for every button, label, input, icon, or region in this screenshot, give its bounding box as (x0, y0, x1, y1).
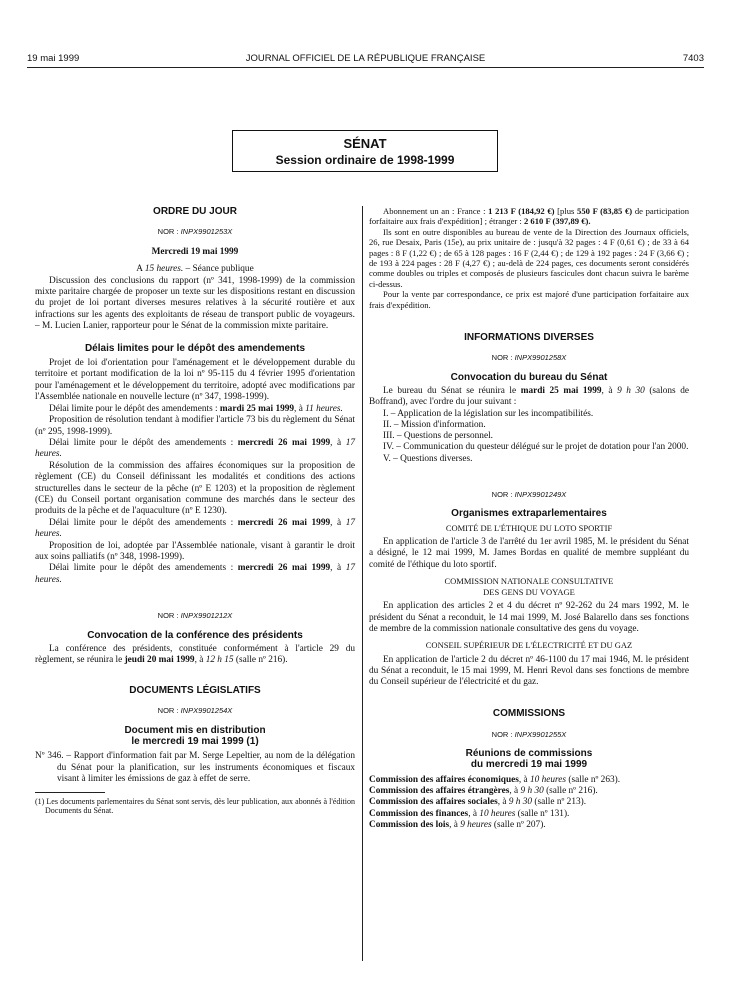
commissions-sub1: Réunions de commissions (465, 748, 593, 760)
commission-mid: , à (509, 785, 521, 796)
limit-date: mardi 25 mai 1999 (219, 403, 295, 414)
commission-room: (salle nº 131). (515, 808, 570, 819)
commission-name: Commission des affaires sociales (369, 797, 498, 808)
commission-mid: , à (468, 808, 480, 819)
organisme-2-text: En application des articles 2 et 4 du décret nº 92-262 du 24 mars 1992, M. le président du Sénat a reconduit, le 14 mai 1999, M. José Balarello dans ses fonctions de membre de la commission nationale consultative des gens du voyage. (369, 601, 689, 634)
organisme-1-title: COMITÉ DE L'ÉTHIQUE DU LOTO SPORTIF (445, 522, 613, 533)
footnote-rule (35, 792, 105, 793)
delais-item (35, 541, 355, 587)
commission-time: 9 h 30 (508, 797, 533, 808)
nor-label: NOR : (491, 729, 515, 739)
header-page-number: 7403 (682, 53, 704, 64)
abo-c: [plus (554, 206, 578, 216)
documents-heading: DOCUMENTS LÉGISLATIFS (129, 684, 261, 696)
header-date: 19 mai 1999 (27, 53, 80, 64)
abo-d: 550 F (83,85 €) (577, 206, 633, 216)
delais-item-limit (35, 404, 355, 415)
conference-date: jeudi 20 mai 1999 (124, 655, 195, 666)
commissions-heading: COMMISSIONS (492, 708, 566, 720)
column-divider (362, 206, 363, 961)
limit-mid: , à (330, 517, 346, 528)
abo-a: Abonnement un an : France : (383, 206, 489, 216)
conference-time: 12 h 15 (205, 655, 234, 666)
footnote: (1) Les documents parlementaires du Sénat sont servis, dès leur publication, aux abonnés à l'édition Documents du Sénat. (35, 796, 355, 816)
delais-item-text: Proposition de résolution tendant à modifier l'article 73 bis du règlement du Sénat (nº 295, 1998-1999). (35, 415, 355, 437)
commission-name: Commission des finances (369, 808, 469, 819)
commissions-list (369, 775, 689, 831)
limit-prefix: Délai limite pour le dépôt des amendements : (49, 403, 220, 414)
header-rule (27, 67, 704, 68)
abonnement-p2: Ils sont en outre disponibles au bureau de vente de la Direction des Journaux officiels, 26, rue Desaix, Paris (15e), au prix unitaire de : jusqu'à 32 pages : 4 F (0,61 €) ; de 33 à 64 pages : 8 F (1,22 €) ; de 65 à 128 pages : 16 F (2,44 €) ; de 129 à 192 pages : 24 F (3,66 €) ; de 193 à 224 pages : 28 F (4,27 €) ; au-delà de 224 pages, ces documents seront considérés comme doubles ou triples et composés de plusieurs fascicules dont chacun suivra le barème ci-dessus. (369, 226, 689, 289)
infos-date: mardi 25 mai 1999 (520, 385, 602, 396)
commission-time: 9 heures (460, 819, 492, 830)
delais-item-limit (35, 563, 355, 586)
organisme-3-text: En application de l'article 2 du décret nº 46-1100 du 17 mai 1946, M. le président du Sénat a reconduit, le 15 mai 1999, M. Henri Revol dans ses fonctions de membre du Conseil supérieur de l'électricité et du gaz. (369, 654, 689, 688)
title-session: Session ordinaire de 1998-1999 (275, 153, 455, 167)
header-journal: JOURNAL OFFICIEL DE LA RÉPUBLIQUE FRANÇAISE (245, 53, 486, 64)
limit-time: 17 heures. (35, 437, 355, 460)
commission-time: 10 heures (479, 808, 516, 819)
commission-room: (salle nº 263). (566, 774, 621, 785)
limit-prefix: Délai limite pour le dépôt des amendements : (49, 437, 238, 448)
organisme-2-title-1: COMMISSION NATIONALE CONSULTATIVE (444, 575, 614, 586)
nor-code: INPX9901255X (514, 729, 567, 739)
delais-list (35, 358, 355, 586)
commission-mid: , à (497, 797, 509, 808)
commission-name: Commission des affaires économiques (369, 774, 519, 785)
limit-prefix: Délai limite pour le dépôt des amendements : (49, 563, 238, 574)
commission-item (369, 786, 689, 797)
nor-conference (35, 610, 355, 621)
delais-item-text: Projet de loi d'orientation pour l'aménagement et le développement durable du territoire et portant modification de la loi nº 95-115 du 4 février 1995 d'orientation pour l'aménagement et le développement du territoire, adopté avec modifications par l'Assemblée nationale en nouvelle lecture (nº 347, 1998-1999). (35, 358, 355, 403)
delais-item-limit (35, 438, 355, 461)
infos-text-c: (salons de Boffrand), avec l'ordre du jour suivant : (369, 385, 689, 408)
nor-label: NOR : (491, 353, 515, 363)
nor-documents (35, 705, 355, 716)
abo-b: 1 213 F (184,92 €) (488, 206, 555, 216)
left-column (35, 206, 355, 816)
nor-label: NOR : (157, 706, 181, 716)
ordre-du-jour-heading: ORDRE DU JOUR (153, 206, 237, 217)
abo-f: 2 610 F (397,89 €). (523, 216, 591, 227)
delais-item (35, 461, 355, 541)
infos-time: 9 h 30 (617, 385, 645, 396)
abonnement-p3: Pour la vente par correspondance, ce prix est majoré d'une participation forfaitaire aux frais d'expédition. (369, 289, 689, 310)
organismes-heading: Organismes extraparlementaires (451, 508, 607, 520)
delais-item-text: Proposition de loi, adoptée par l'Assemblée nationale, visant à garantir le droit aux soins palliatifs (nº 348, 1998-1999). (35, 540, 355, 562)
time-suffix: – Séance publique (183, 264, 254, 275)
limit-mid: , à (330, 437, 346, 448)
commission-room: (salle nº 216). (543, 785, 598, 796)
document-item: Nº 346. – Rapport d'information fait par M. Serge Lepeltier, au nom de la délégation du Sénat pour la planification, sur les instruments économiques et fiscaux visant à limiter les émissions de gaz à effet de serre. (35, 751, 355, 785)
infos-text-a: Le bureau du Sénat se réunira le (383, 385, 521, 396)
commission-room: (salle nº 207). (491, 819, 546, 830)
infos-heading: INFORMATIONS DIVERSES (464, 332, 594, 344)
title-senat: SÉNAT (343, 136, 387, 151)
delais-item (35, 415, 355, 461)
nor-code: INPX9901254X (180, 706, 233, 716)
infos-item: I. – Application de la législation sur les incompatibilités. (383, 408, 594, 419)
limit-date: mercredi 26 mai 1999 (237, 563, 331, 574)
conference-text-c: (salle nº 216). (233, 655, 288, 666)
commissions-sub2: du mercredi 19 mai 1999 (470, 759, 588, 771)
delais-heading: Délais limites pour le dépôt des amendements (84, 342, 306, 354)
right-column (369, 206, 689, 831)
delais-item-limit (35, 518, 355, 541)
documents-sub2: le mercredi 19 mai 1999 (1) (131, 736, 259, 748)
infos-sub: Convocation du bureau du Sénat (450, 371, 608, 383)
nor-organismes (369, 489, 689, 500)
limit-date: mercredi 26 mai 1999 (237, 517, 331, 528)
delais-item (35, 358, 355, 415)
abo-e: de participation forfaitaire aux frais d'expédition] ; étranger : (369, 206, 690, 227)
ordre-text: Discussion des conclusions du rapport (nº 341, 1998-1999) de la commission mixte paritaire chargée de proposer un texte sur les dispositions restant en discussion du projet de loi portant diverses mesures relatives à la sécurité routière et aux infractions sur les agents des exploitants de réseau de transport public de voyageurs. – M. Lucien Lanier, rapporteur pour le Sénat de la commission mixte paritaire. (35, 275, 355, 332)
limit-time: 17 heures. (35, 517, 355, 540)
nor-label: NOR : (157, 611, 181, 621)
commission-name: Commission des lois (369, 819, 450, 830)
abonnement-p1 (369, 206, 689, 227)
title-box (232, 130, 498, 172)
nor-label: NOR : (491, 490, 515, 500)
nor-code: INPX9901253X (180, 227, 233, 237)
ordre-time (35, 264, 355, 275)
infos-text-b: , à (601, 385, 618, 396)
organisme-2-title-2: DES GENS DU VOYAGE (483, 587, 575, 598)
commission-item (369, 775, 689, 786)
commission-item (369, 809, 689, 820)
nor-commissions (369, 729, 689, 740)
commission-item (369, 820, 689, 831)
organisme-3-title: CONSEIL SUPÉRIEUR DE L'ÉLECTRICITÉ ET DU GAZ (425, 640, 633, 651)
organisme-1-text: En application de l'article 3 de l'arrêté du 1er avril 1985, M. le président du Sénat a désigné, le 12 mai 1999, M. James Bordas en qualité de membre suppléant du comité de l'éthique du loto sportif. (369, 536, 689, 570)
conference-text-b: , à (194, 655, 206, 666)
delais-item-text: Résolution de la commission des affaires économiques sur la proposition de règlement (CE) du Conseil définissant les modalités et conditions des actions structurelles dans le secteur de la pêche (nº E 1203) et la proposition de règlement (CE) du Conseil portant organisation commune des marchés dans le secteur des produits de la pêche et de l'aquaculture (nº E 1230). (35, 460, 355, 517)
infos-item: IV. – Communication du questeur délégué sur le projet de dotation pour l'an 2000. (383, 442, 689, 453)
nor-infos (369, 352, 689, 363)
commission-room: (salle nº 213). (532, 797, 587, 808)
limit-prefix: Délai limite pour le dépôt des amendements : (49, 517, 238, 528)
commission-mid: , à (449, 819, 461, 830)
commission-item (369, 797, 689, 808)
limit-mid: , à (294, 403, 306, 414)
nor-code: INPX9901212X (180, 611, 233, 621)
limit-time: 11 heures. (305, 403, 343, 414)
limit-date: mercredi 26 mai 1999 (237, 437, 331, 448)
commission-name: Commission des affaires étrangères (369, 785, 510, 796)
documents-sub1: Document mis en distribution (124, 724, 266, 736)
nor-code: INPX9901249X (514, 490, 567, 500)
limit-mid: , à (330, 563, 346, 574)
ordre-date: Mercredi 19 mai 1999 (151, 246, 239, 257)
infos-item: V. – Questions diverses. (383, 453, 473, 464)
infos-item: II. – Mission d'information. (383, 419, 486, 430)
conference-heading: Convocation de la conférence des présidents (87, 629, 303, 641)
nor-ordre (35, 226, 355, 237)
limit-time: 17 heures. (35, 563, 355, 585)
nor-label: NOR : (157, 227, 181, 237)
conference-text-a: La conférence des présidents, constituée conformément à l'article 29 du règlement, se réunira le (35, 644, 355, 666)
conference-text (35, 644, 355, 667)
time-prefix: A (136, 264, 145, 275)
infos-item: III. – Questions de personnel. (383, 431, 493, 442)
commission-time: 10 heures (529, 774, 567, 785)
time: 15 heures. (144, 264, 184, 275)
commission-time: 9 h 30 (520, 785, 544, 796)
commission-mid: , à (518, 774, 530, 785)
nor-code: INPX9901258X (514, 353, 567, 363)
infos-text (369, 386, 689, 409)
